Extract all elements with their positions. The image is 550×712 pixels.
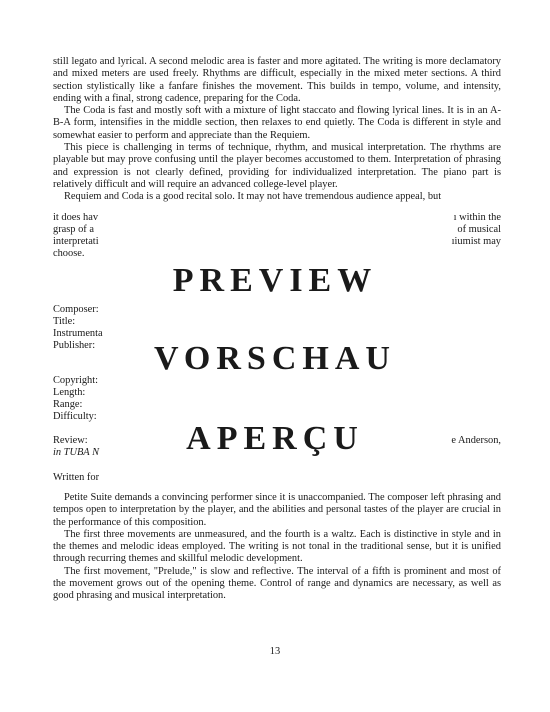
paragraph-prelude: The first movement, "Prelude," is slow and reflective. The interval of a fifth is prominent and most of the movement grows out of the opening theme. Control of range and dynamics are necessary, as well as good phrasing and musical interpretation. (53, 565, 501, 602)
field-composer: Composer: (53, 304, 99, 315)
field-title: Title: (53, 316, 76, 327)
obscured-line-left-3: interpretati (53, 236, 99, 247)
paragraph-movements: The first three movements are unmeasured, and the fourth is a waltz. Each is distinctive in style and in the themes and melodic ideas employed. The writing is not tonal in the traditional sense, but it is unified through recurring themes and skillful melodic development. (53, 528, 501, 565)
review-source-fragment: in TUBA N (53, 447, 99, 458)
obscured-line-left-2: grasp of a (53, 224, 94, 235)
watermark-apercu: APERÇU (186, 420, 364, 457)
obscured-line-left-1: it does hav (53, 212, 99, 223)
obscured-line-right-1: ı within the (453, 212, 501, 223)
review-author-fragment: e Anderson, (451, 435, 501, 446)
paragraph-challenges: This piece is challenging in terms of technique, rhythm, and musical interpretation. The rhythms are playable but may prove confusing until the player becomes accustomed to them. Interpretation of phrasing and expression is not clearly defined, providing for individualized interpretation. The piano part is relatively difficult and will require an advanced college-level player. (53, 142, 501, 190)
paragraph-requiem-continued: still legato and lyrical. A second melodic area is faster and more agitated. The writing is more declamatory and mixed meters are used freely. Rhythms are difficult, especially in the mixed meter sections. A third section stylistically like a fanfare finishes the movement. This builds in tempo, volume, and intensity, ending with a final, strong cadence, preparing for the Coda. (53, 56, 501, 104)
paragraph-coda: The Coda is fast and mostly soft with a mixture of light staccato and flowing lyrical lines. It is in an A-B-A form, intensifies in the middle section, then relaxes to end quietly. The Coda is different in style and somewhat easier to perform and appreciate than the Requiem. (53, 105, 501, 141)
field-copyright: Copyright: (53, 375, 99, 386)
paragraph-petite-suite: Petite Suite demands a convincing performer since it is unaccompanied. The composer left phrasing and tempos open to interpretation by the player, and the abilities and personal tastes of the player are crucial in the performance of this composition. (53, 492, 501, 528)
field-range: Range: (53, 399, 83, 410)
field-difficulty: Difficulty: (53, 411, 97, 422)
paragraph-recital: Requiem and Coda is a good recital solo. It may not have tremendous audience appeal, but (64, 191, 442, 203)
field-publisher: Publisher: (53, 340, 96, 351)
body-text-bottom (53, 492, 501, 603)
field-review: Review: (53, 435, 88, 446)
watermark-vorschau: VORSCHAU (154, 340, 396, 377)
field-length: Length: (53, 387, 86, 398)
field-written-for: Written for (53, 472, 100, 483)
obscured-line-4: choose. (53, 248, 85, 259)
obscured-line-right-2: of musical (457, 224, 501, 235)
watermark-preview: PREVIEW (172, 262, 378, 299)
field-instrumentation: Instrumenta (53, 328, 103, 339)
body-text-top (53, 56, 501, 204)
page-number: 13 (269, 646, 281, 657)
obscured-line-right-3: ıiumist may (451, 236, 501, 247)
